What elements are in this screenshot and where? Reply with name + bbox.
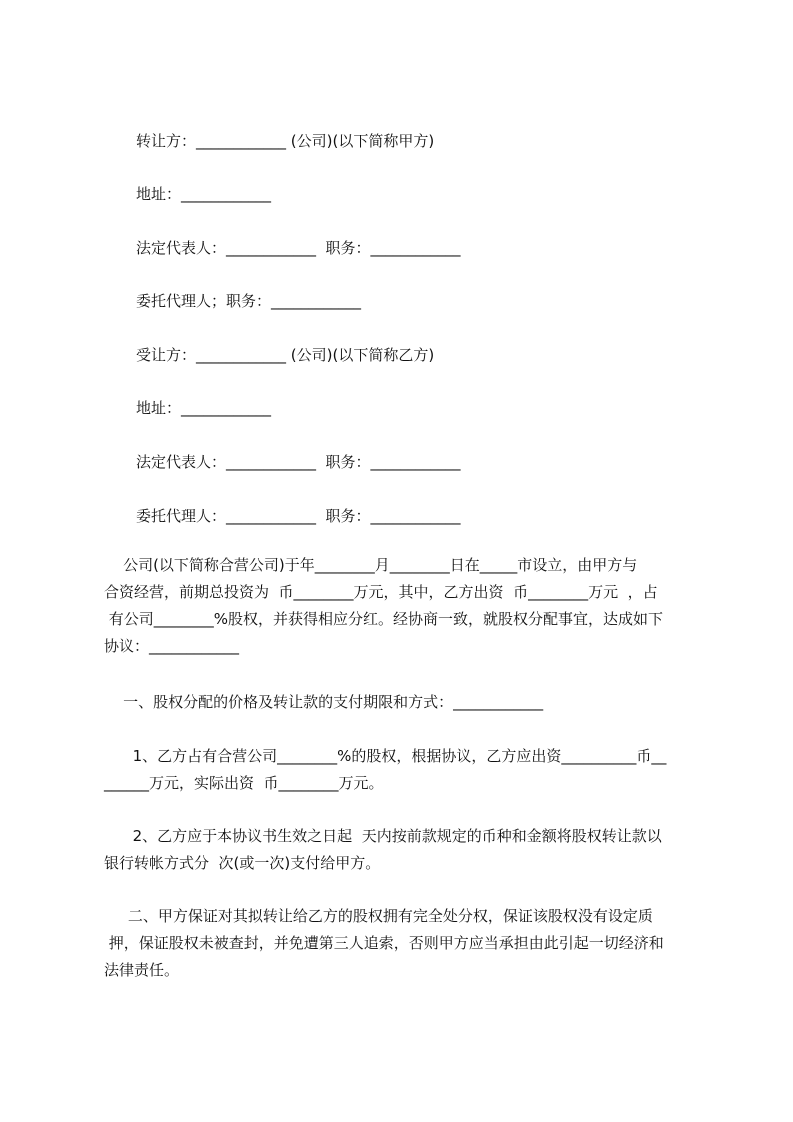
section2-line-1: 二、甲方保证对其拟转让给乙方的股权拥有完全处分权，保证该股权没有设定质 xyxy=(104,907,653,925)
transferor-agent-line: 委托代理人；职务：____________ xyxy=(136,292,362,310)
transferor-line: 转让方：____________ (公司)(以下简称甲方) xyxy=(136,132,435,150)
section1-item1-line-2: ______万元，实际出资 币________万元。 xyxy=(104,774,384,792)
transferee-address-line: 地址：____________ xyxy=(136,399,272,417)
intro-line-1: 公司(以下简称合营公司)于年________月________日在_____市设立，由甲方与 xyxy=(104,556,638,574)
section1-item1-line-1: 1、乙方占有合营公司________%的股权，根据协议，乙方应出资__________币__ xyxy=(104,747,667,765)
section2-line-2: 押，保证股权未被查封，并免遭第三人追索，否则甲方应当承担由此引起一切经济和 xyxy=(104,934,664,952)
transferor-legal-rep-line: 法定代表人：____________ 职务：____________ xyxy=(136,239,461,257)
section1-heading xyxy=(104,689,704,716)
intro-paragraph xyxy=(104,552,704,660)
transferee-line: 受让方：____________ (公司)(以下简称乙方) xyxy=(136,346,435,364)
section2-line-3: 法律责任。 xyxy=(104,961,180,979)
intro-line-4: 协议：____________ xyxy=(104,637,240,655)
transferor-address-line: 地址：____________ xyxy=(136,185,272,203)
section2-paragraph xyxy=(104,903,704,984)
intro-line-2: 合资经营，前期总投资为 币________万元，其中，乙方出资 币________万元 ，占 xyxy=(104,583,658,601)
intro-line-3: 有公司________%股权，并获得相应分红。经协商一致，就股权分配事宜，达成如下 xyxy=(104,610,664,628)
transferee-agent-line: 委托代理人：____________ 职务：____________ xyxy=(136,507,461,525)
section1-item2 xyxy=(104,823,704,877)
section1-item1 xyxy=(104,743,704,797)
transferee-legal-rep-line: 法定代表人：____________ 职务：____________ xyxy=(136,453,461,471)
section1-heading-text: 一、股权分配的价格及转让款的支付期限和方式：____________ xyxy=(104,693,544,711)
section1-item2-line-2: 银行转帐方式分 次(或一次)支付给甲方。 xyxy=(104,854,381,872)
section1-item2-line-1: 2、乙方应于本协议书生效之日起 天内按前款规定的币种和金额将股权转让款以 xyxy=(104,827,662,845)
